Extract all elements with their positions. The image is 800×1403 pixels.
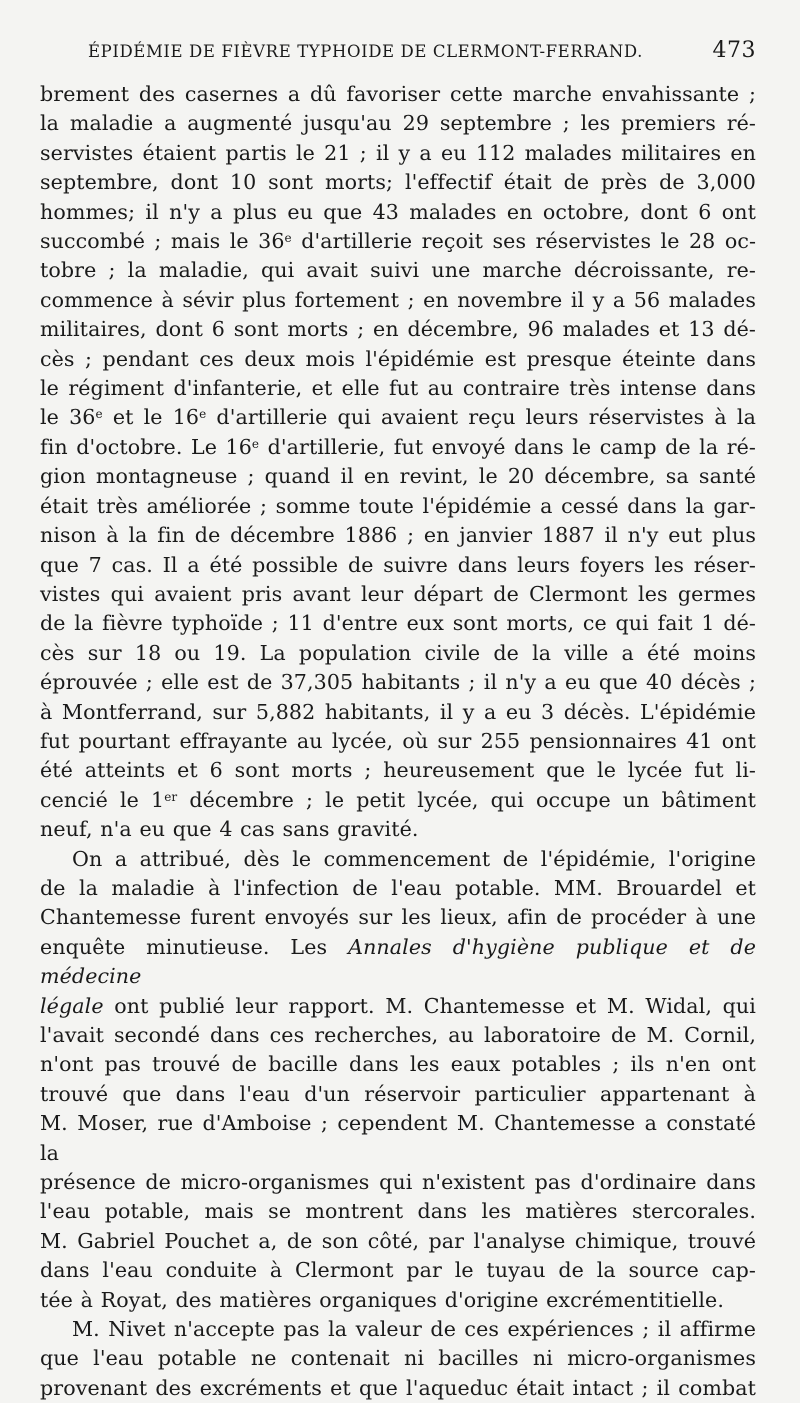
text-line: de la fièvre typhoïde ; 11 d'entre eux sont morts, ce qui fait 1 dé- bbox=[40, 611, 756, 636]
text-line: servistes étaient partis le 21 ; il y a eu 112 malades militaires en bbox=[40, 140, 756, 165]
running-head bbox=[88, 38, 756, 80]
text-line: nison à la fin de décembre 1886 ; en janvier 1887 il n'y eut plus bbox=[40, 523, 756, 548]
text-line: hommes; il n'y a plus eu que 43 malades en octobre, dont 6 ont bbox=[40, 199, 756, 224]
text-line: provenant des excréments et que l'aqueduc était intact ; il combat bbox=[40, 1375, 756, 1400]
text-line: vistes qui avaient pris avant leur départ de Clermont les germes bbox=[40, 581, 756, 606]
text-line: gion montagneuse ; quand il en revint, le 20 décembre, sa santé bbox=[40, 464, 756, 489]
text-line: succombé ; mais le 36e d'artillerie reçoit ses réservistes le 28 oc- bbox=[40, 229, 757, 254]
text-line: militaires, dont 6 sont morts ; en décembre, 96 malades et 13 dé- bbox=[40, 317, 756, 342]
text-line: septembre, dont 10 sont morts; l'effectif était de près de 3,000 bbox=[40, 170, 756, 195]
text-line: présence de micro-organismes qui n'existent pas d'ordinaire dans bbox=[40, 1170, 756, 1195]
text-line: neuf, n'a eu que 4 cas sans gravité. bbox=[40, 817, 419, 842]
text-line: cès ; pendant ces deux mois l'épidémie est presque éteinte dans bbox=[40, 346, 756, 371]
text-line: légale ont publié leur rapport. M. Chantemesse et M. Widal, qui bbox=[40, 993, 756, 1018]
text-line: M. Moser, rue d'Amboise ; cependent M. Chantemesse a constaté la bbox=[40, 1111, 756, 1165]
text-line: était très améliorée ; somme toute l'épidémie a cessé dans la gar- bbox=[40, 493, 756, 518]
text-line: cencié le 1er décembre ; le petit lycée, qui occupe un bâtiment bbox=[40, 787, 756, 812]
text-line: l'avait secondé dans ces recherches, au laboratoire de M. Cornil, bbox=[40, 1023, 756, 1047]
text-line: dans l'eau conduite à Clermont par le tuyau de la source cap- bbox=[40, 1258, 756, 1283]
text-line: brement des casernes a dû favoriser cette marche envahissante ; bbox=[40, 82, 756, 106]
text-line: Chantemesse furent envoyés sur les lieux, afin de procéder à une bbox=[40, 905, 756, 930]
text-line: tée à Royat, des matières organiques d'origine excrémentitielle. bbox=[40, 1287, 724, 1312]
text-line: cès sur 18 ou 19. La population civile de la ville a été moins bbox=[40, 640, 756, 665]
text-line: à Montferrand, sur 5,882 habitants, il y a eu 3 décès. L'épidémie bbox=[40, 699, 756, 724]
text-line: tobre ; la maladie, qui avait suivi une marche décroissante, re- bbox=[40, 258, 756, 283]
running-title: ÉPIDÉMIE DE FIÈVRE TYPHOIDE DE CLERMONT-FERRAND. bbox=[88, 42, 644, 61]
text-line: enquête minutieuse. Les Annales d'hygiène publique et de médecine bbox=[40, 934, 756, 989]
text-line: le 36e et le 16e d'artillerie qui avaient reçu leurs réservistes à la bbox=[40, 405, 756, 430]
text-line: n'ont pas trouvé de bacille dans les eaux potables ; ils n'en ont bbox=[40, 1052, 756, 1077]
text-line: M. Gabriel Pouchet a, de son côté, par l'analyse chimique, trouvé bbox=[40, 1228, 756, 1253]
body-text bbox=[40, 80, 756, 1403]
text-line: l'eau potable, mais se montrent dans les matières stercorales. bbox=[40, 1199, 756, 1224]
page-number: 473 bbox=[712, 38, 756, 63]
text-line: trouvé que dans l'eau d'un réservoir particulier appartenant à bbox=[40, 1081, 756, 1106]
text-line: la maladie a augmenté jusqu'au 29 septembre ; les premiers ré- bbox=[40, 111, 756, 136]
text-line: On a attribué, dès le commencement de l'épidémie, l'origine bbox=[72, 846, 756, 871]
text-line: fut pourtant effrayante au lycée, où sur 255 pensionnaires 41 ont bbox=[40, 728, 756, 753]
text-line: éprouvée ; elle est de 37,305 habitants ; il n'y a eu que 40 décès ; bbox=[40, 670, 756, 695]
text-line: fin d'octobre. Le 16e d'artillerie, fut envoyé dans le camp de la ré- bbox=[40, 434, 756, 459]
text-line: que 7 cas. Il a été possible de suivre dans leurs foyers les réser- bbox=[40, 552, 756, 577]
text-line: M. Nivet n'accepte pas la valeur de ces expériences ; il affirme bbox=[72, 1317, 756, 1342]
text-line: commence à sévir plus fortement ; en novembre il y a 56 malades bbox=[40, 287, 756, 312]
text-line: de la maladie à l'infection de l'eau potable. MM. Brouardel et bbox=[40, 875, 756, 900]
text-line: le régiment d'infanterie, et elle fut au contraire très intense dans bbox=[40, 376, 756, 401]
text-line: que l'eau potable ne contenait ni bacilles ni micro-organismes bbox=[40, 1346, 756, 1371]
text-line: été atteints et 6 sont morts ; heureusement que le lycée fut li- bbox=[40, 758, 756, 783]
